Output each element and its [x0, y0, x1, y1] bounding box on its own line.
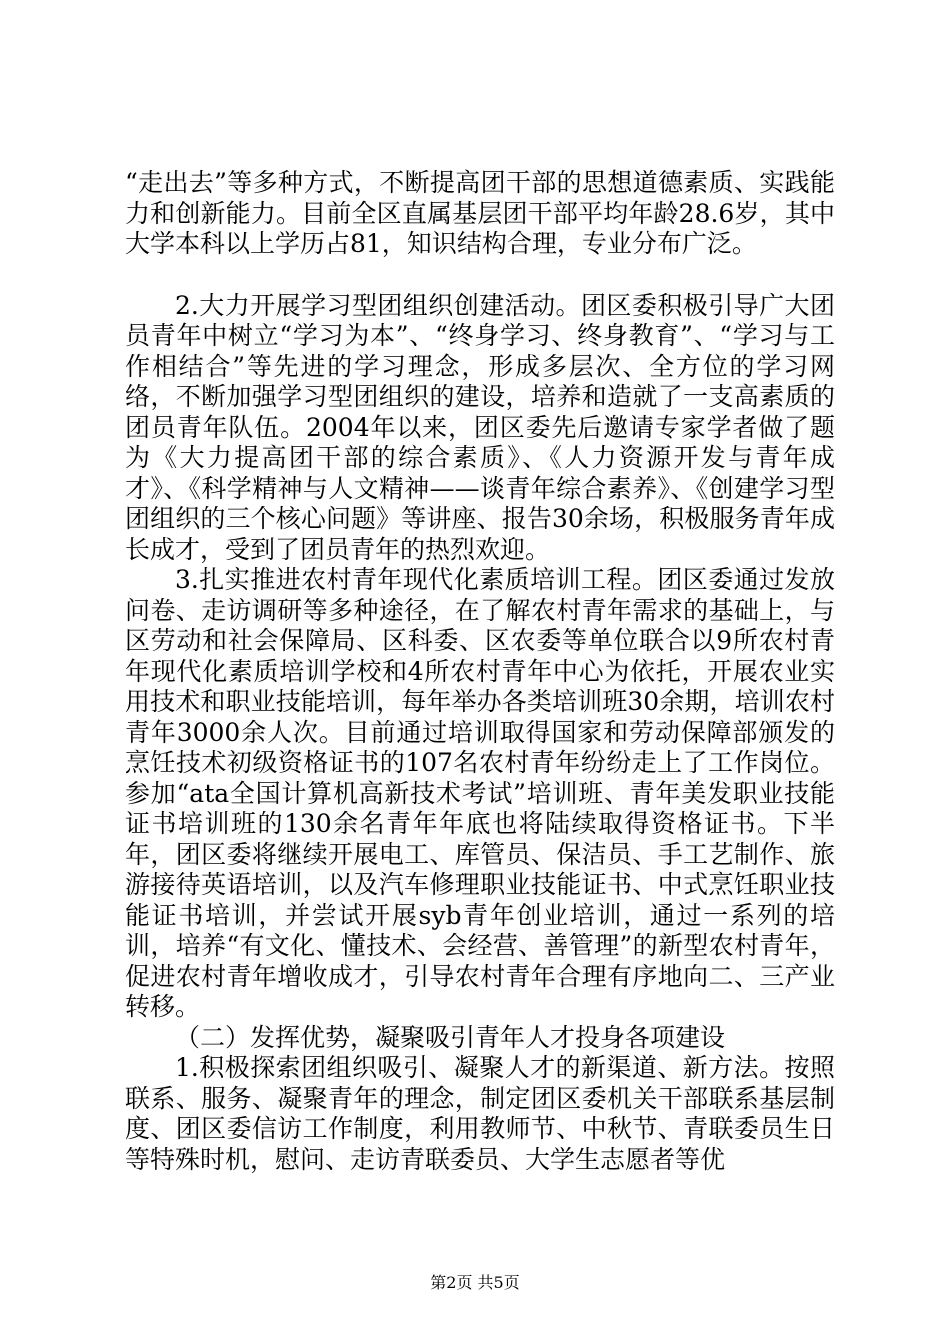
paragraph-learning-organization: 2.大力开展学习型团组织创建活动。团区委积极引导广大团员青年中树立“学习为本”、“终身学习、终身教育”、“学习与工作相结合”等先进的学习理念，形成多层次、全方位的学习网络，不断加强学习型团组织的建设，培养和造就了一支高素质的团员青年队伍。2004年以来，团区委先后邀请专家学者做了题为《大力提高团干部的综合素质》、《人力资源开发与青年成才》、《科学精神与人文精神——谈青年综合素养》、《创建学习型团组织的三个核心问题》等讲座、报告30余场，积极服务青年成长成才，受到了团员青年的热烈欢迎。 — [125, 290, 835, 564]
paragraph-continuation: “走出去”等多种方式，不断提高团干部的思想道德素质、实践能力和创新能力。目前全区直属基层团干部平均年龄28.6岁，其中大学本科以上学历占81，知识结构合理，专业分布广泛。 — [125, 168, 835, 258]
paragraph-talent-channels: 1.积极探索团组织吸引、凝聚人才的新渠道、新方法。按照联系、服务、凝聚青年的理念，制定团区委机关干部联系基层制度、团区委信访工作制度，利用教师节、中秋节、青联委员生日等特殊时机，慰问、走访青联委员、大学生志愿者等优 — [125, 1053, 835, 1174]
paragraph-rural-training: 3.扎实推进农村青年现代化素质培训工程。团区委通过发放问卷、走访调研等多种途径，在了解农村青年需求的基础上，与区劳动和社会保障局、区科委、区农委等单位联合以9所农村青年现代化素质培训学校和4所农村青年中心为依托，开展农业实用技术和职业技能培训，每年举办各类培训班30余期，培训农村青年3000余人次。目前通过培训取得国家和劳动保障部颁发的烹饪技术初级资格证书的107名农村青年纷纷走上了工作岗位。参加“ata全国计算机高新技术考试”培训班、青年美发职业技能证书培训班的130余名青年年底也将陆续取得资格证书。下半年，团区委将继续开展电工、库管员、保洁员、手工艺制作、旅游接待英语培训，以及汽车修理职业技能证书、中式烹饪职业技能证书培训，并尝试开展syb青年创业培训，通过一系列的培训，培养“有文化、懂技术、会经营、善管理”的新型农村青年，促进农村青年增收成才，引导农村青年合理有序地向二、三产业转移。 — [125, 565, 835, 1021]
document-body — [125, 168, 835, 1175]
page-number-footer: 第2页 共5页 — [430, 1273, 520, 1292]
section-heading: （二）发挥优势，凝聚吸引青年人才投身各项建设 — [175, 1022, 726, 1052]
